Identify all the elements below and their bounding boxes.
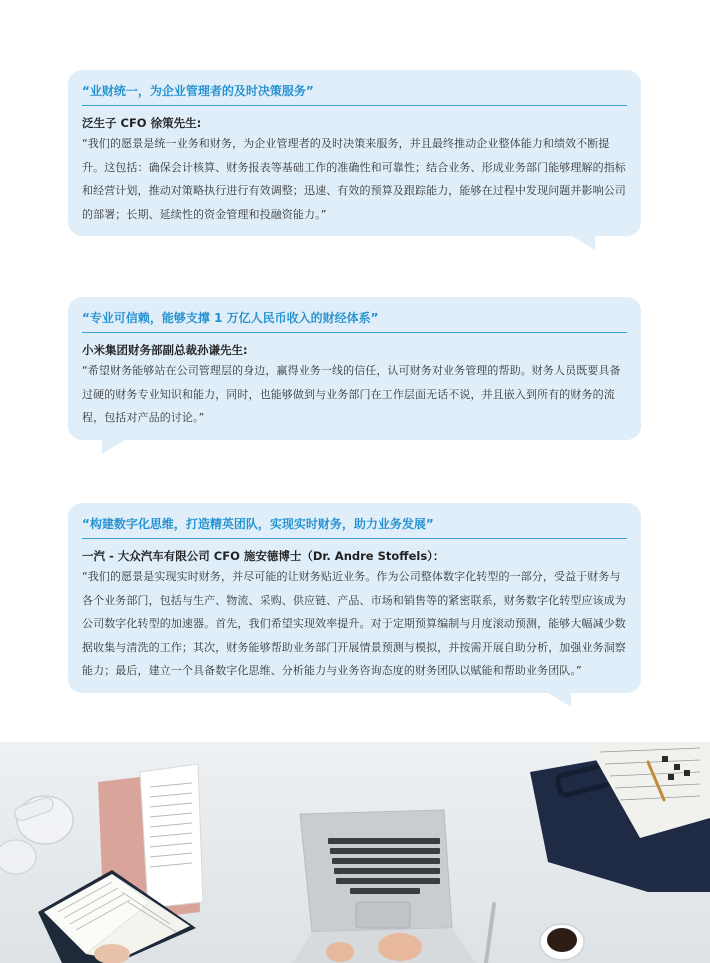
glass-bottle <box>0 796 73 874</box>
quote-card-1 <box>68 70 641 236</box>
speech-tail <box>545 691 571 707</box>
speech-tail <box>569 234 595 250</box>
quote-card-2 <box>68 297 641 440</box>
briefcase-with-newspaper <box>530 742 710 892</box>
laptop <box>292 810 476 963</box>
speaker-name: 小米集团财务部副总裁孙谦先生: <box>82 343 248 357</box>
quote-card-3 <box>68 503 641 693</box>
speech-tail <box>102 438 128 454</box>
desk-illustration <box>0 742 710 963</box>
desk-photo <box>0 742 710 963</box>
quote-body: “希望财务能够站在公司管理层的身边，赢得业务一线的信任，认可财务对业务管理的帮助。财务人员既要具备过硬的财务专业知识和能力，同时，也能够做到与业务部门在工作层面无话不说，并且嵌入到所有的财务的流程，包括对产品的讨论。” <box>82 364 621 424</box>
speaker-name: 一汽 - 大众汽车有限公司 CFO 施安德博士（Dr. Andre Stoffels）： <box>82 549 445 563</box>
pen <box>486 904 494 963</box>
coffee-cup <box>540 924 584 960</box>
quote-body: “我们的愿景是统一业务和财务，为企业管理者的及时决策来服务，并且最终推动企业整体能力和绩效不断提升。这包括：确保会计核算、财务报表等基础工作的准确性和可靠性；结合业务、形成业务部门能够理解的指标和经营计划，推动对策略执行进行有效调整；迅速、有效的预算及跟踪能力，能够在过程中发现问题并影响公司的部署；长期、延续性的资金管理和投融资能力。” <box>82 137 626 221</box>
quote-title: “专业可信赖，能够支撑 1 万亿人民币收入的财经体系” <box>82 309 627 333</box>
quote-body: “我们的愿景是实现实时财务，并尽可能的让财务贴近业务。作为公司整体数字化转型的一部分，受益于财务与各个业务部门，包括与生产、物流、采购、供应链、产品、市场和销售等的紧密联系，财务数字化转型应该成为公司数字化转型的加速器。首先，我们希望实现效率提升。对于定期预算编制与月度滚动预测，能够大幅减少数据收集与清洗的工作；其次，财务能够帮助业务部门开展情景预测与模拟，并按需开展自助分析，加强业务洞察能力；最后，建立一个具备数字化思维、分析能力与业务咨询态度的财务团队以赋能和帮助业务团队。” <box>82 570 626 677</box>
speaker-name: 泛生子 CFO 徐策先生: <box>82 116 202 130</box>
quote-title: “业财统一，为企业管理者的及时决策服务” <box>82 82 627 106</box>
quote-title: “构建数字化思维，打造精英团队，实现实时财务，助力业务发展” <box>82 515 627 539</box>
